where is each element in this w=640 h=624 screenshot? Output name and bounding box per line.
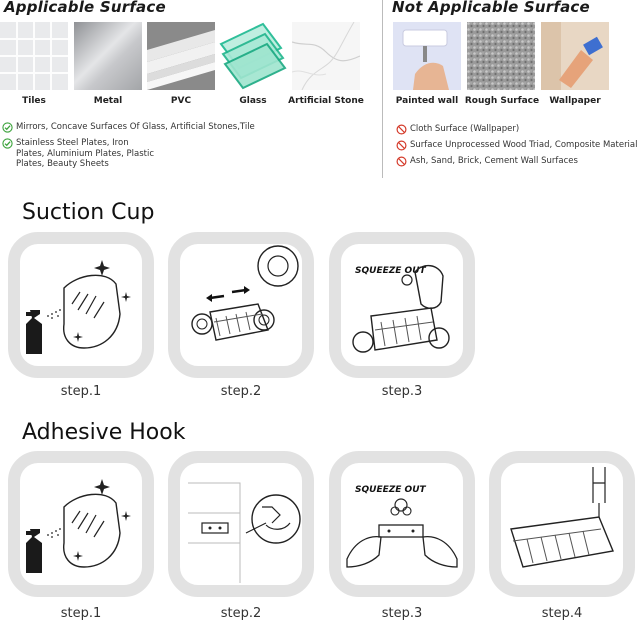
not-applicable-note-3: Ash, Sand, Brick, Cement Wall Surfaces [396,156,640,167]
not-applicable-surface-title: Not Applicable Surface [392,0,590,16]
wallpaper-swatch [541,22,609,90]
glass-label: Glass [239,96,267,106]
squeeze-basket-illustration [341,244,463,366]
painted-wall-label: Painted wall [395,96,459,106]
applicable-surface-title: Applicable Surface [4,0,166,16]
adhesive-step-1-label: step.1 [60,606,102,621]
tiles-swatch [0,22,68,90]
hang-basket-illustration [501,463,623,585]
not-applicable-note-2: Surface Unprocessed Wood Triad, Composite Material [396,140,640,151]
artificial-stone-label: Artificial Stone [288,96,364,106]
spray-cleaning-illustration [20,244,142,366]
suction-cup-heading: Suction Cup [22,200,155,225]
pvc-swatch [147,22,215,90]
adhesive-step-2-label: step.2 [220,606,262,621]
metal-swatch [74,22,142,90]
not-applicable-note-1: Cloth Surface (Wallpaper) [396,124,640,135]
squeeze-out-text: SQUEEZE OUT [355,485,426,495]
adhesive-hook-heading: Adhesive Hook [22,420,186,445]
section-divider [382,0,383,178]
tiles-label: Tiles [22,96,46,106]
painted-wall-swatch [393,22,461,90]
pvc-label: PVC [170,96,192,106]
adhesive-step-4-card [489,451,635,597]
suction-step-3-card [329,232,475,378]
suction-step-2-label: step.2 [220,384,262,399]
suction-basket-illustration [180,244,302,366]
applicable-note-2: Stainless Steel Plates, Iron Plates, Aluminium Plates, Plastic Plates, Beauty Sheets [2,138,202,170]
wallpaper-label: Wallpaper [549,96,601,106]
suction-step-1-card [8,232,154,378]
metal-label: Metal [93,96,123,106]
rough-surface-label: Rough Surface [464,96,540,106]
rough-surface-swatch [467,22,535,90]
suction-step-2-card [168,232,314,378]
check-circle-icon [2,122,13,133]
adhesive-step-1-card [8,451,154,597]
glass-swatch [219,22,287,90]
suction-step-3-label: step.3 [381,384,423,399]
adhesive-step-2-card [168,451,314,597]
applicable-note-1: Mirrors, Concave Surfaces Of Glass, Artificial Stones,Tile [2,122,362,133]
check-circle-icon [2,138,13,149]
artificial-stone-swatch [292,22,360,90]
ban-icon [396,124,407,135]
adhesive-step-4-label: step.4 [541,606,583,621]
suction-step-1-label: step.1 [60,384,102,399]
squeeze-out-text: SQUEEZE OUT [355,266,426,276]
press-hook-illustration [341,463,463,585]
ban-icon [396,140,407,151]
peel-adhesive-illustration [180,463,302,585]
spray-cleaning-illustration [20,463,142,585]
adhesive-step-3-label: step.3 [381,606,423,621]
ban-icon [396,156,407,167]
adhesive-step-3-card [329,451,475,597]
